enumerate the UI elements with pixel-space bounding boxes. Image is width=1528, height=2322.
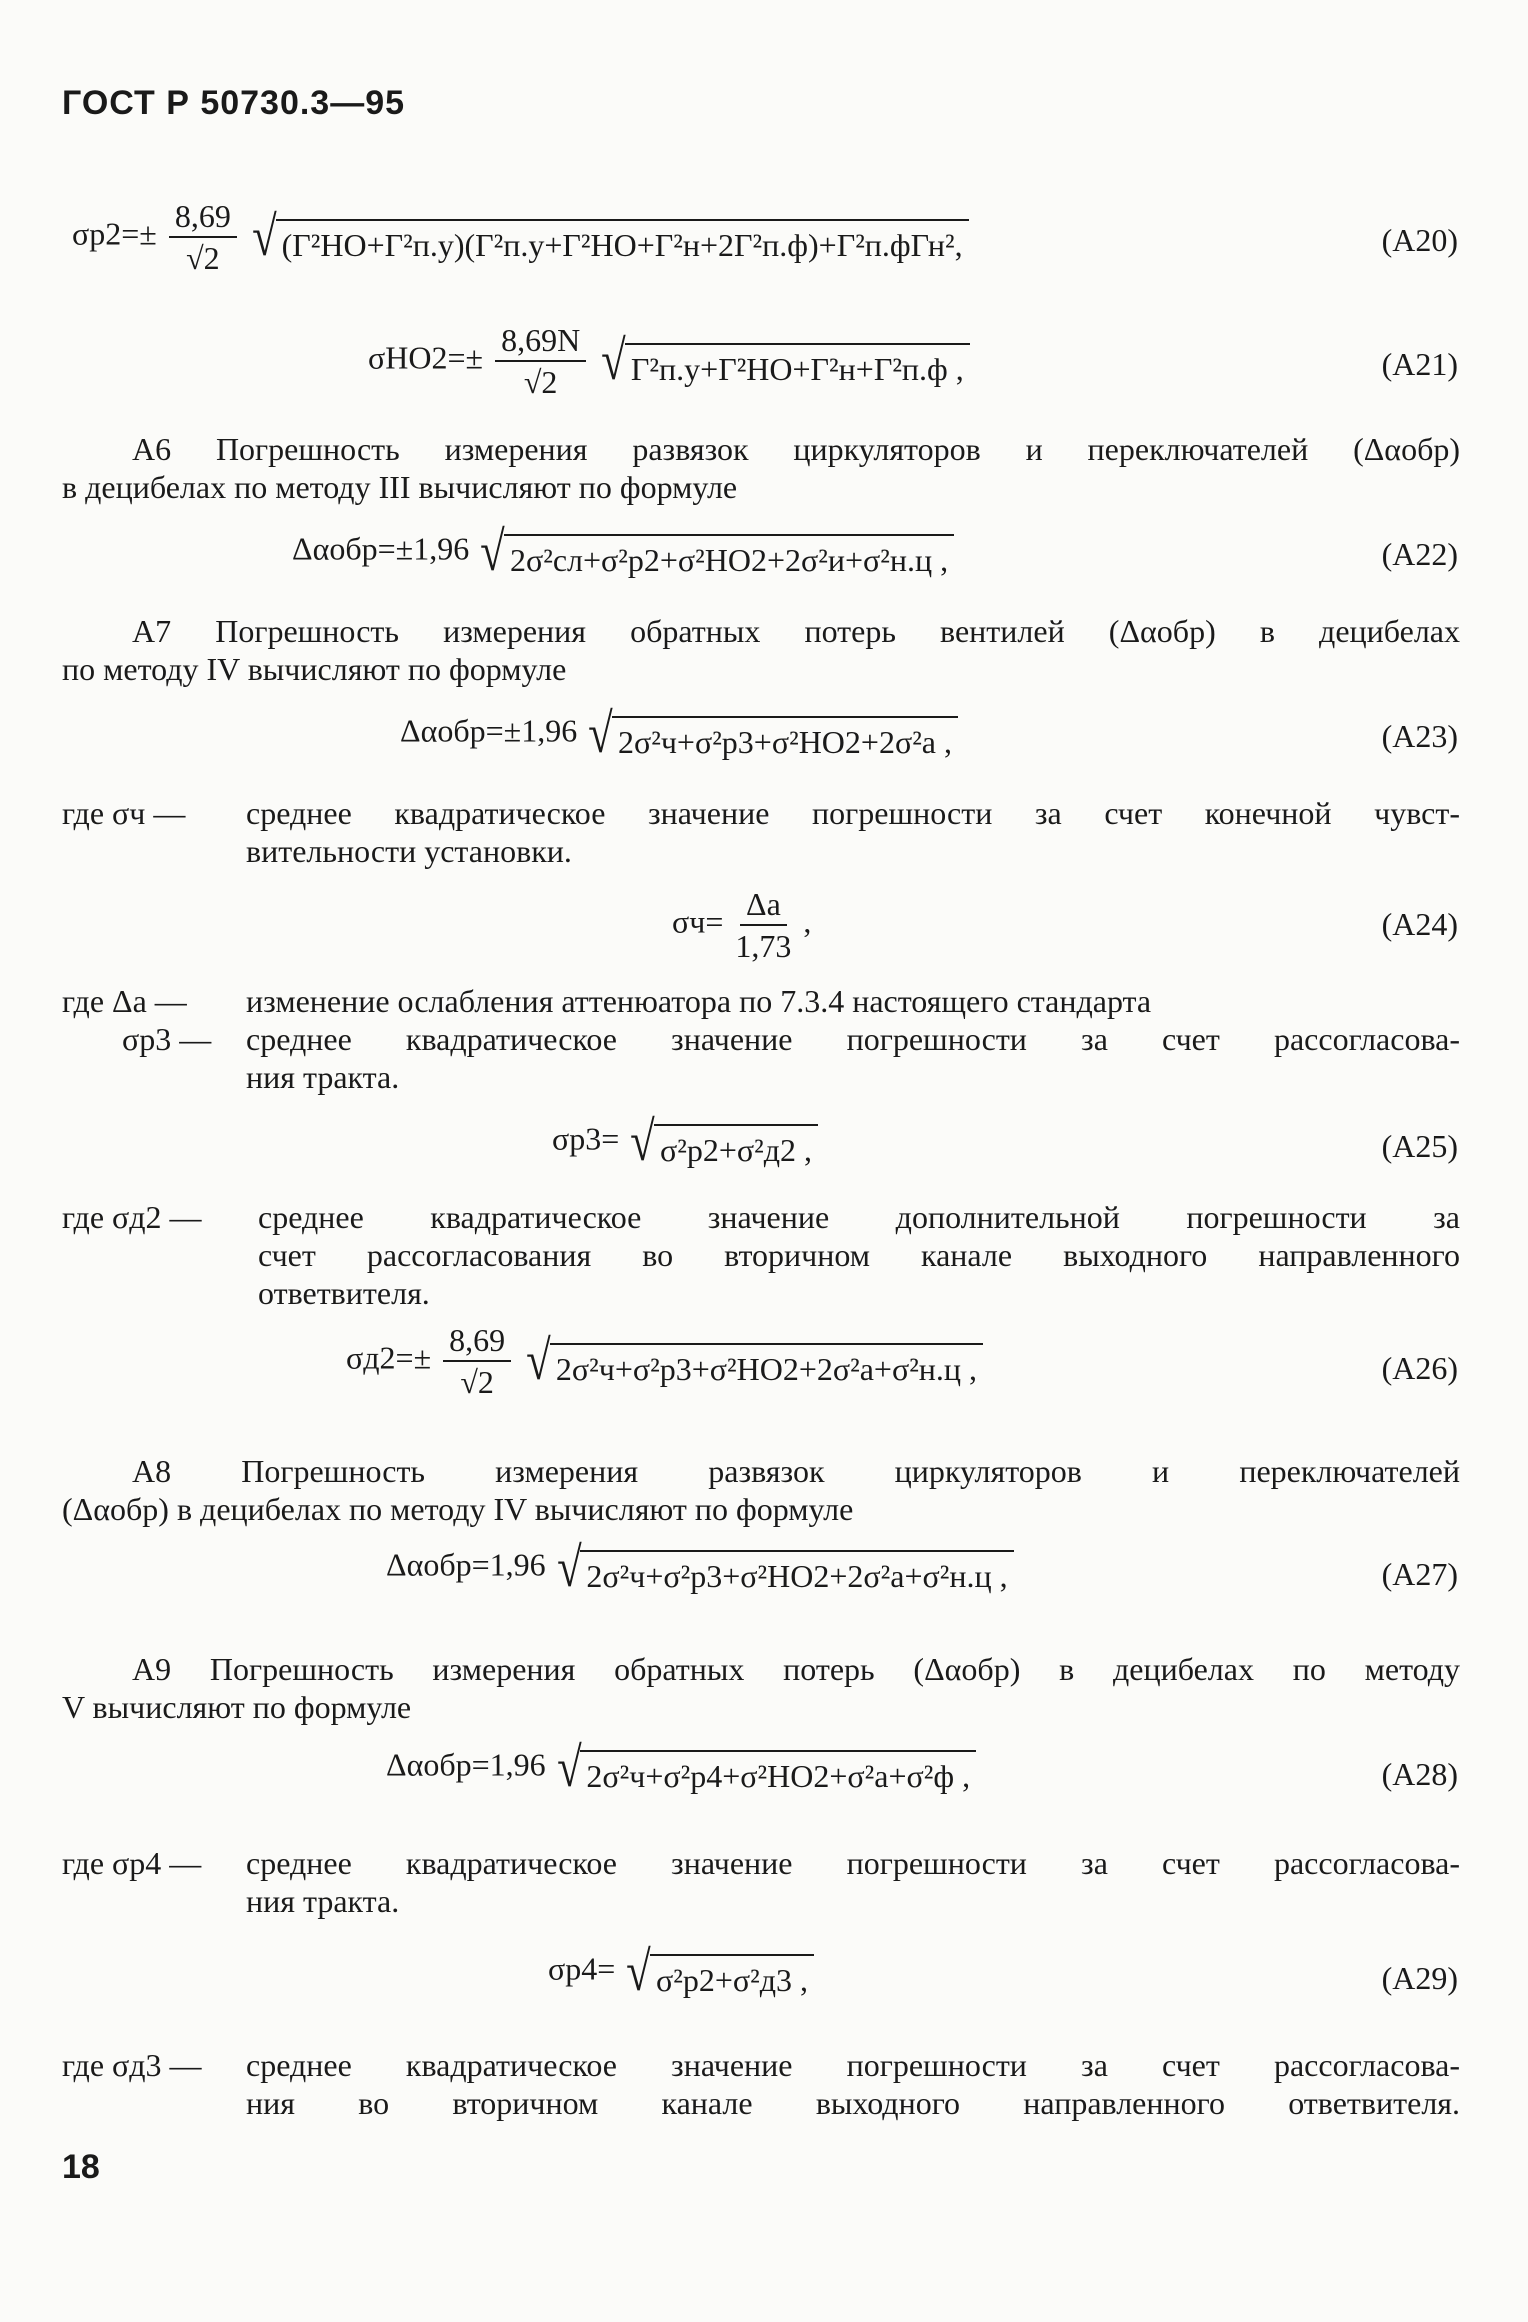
radical: √ 2σ²сл+σ²р2+σ²НО2+2σ²и+σ²н.ц , [477, 524, 954, 580]
radicand: 2σ²ч+σ²р3+σ²НО2+2σ²а+σ²н.ц , [580, 1550, 1013, 1596]
para-line: V вычисляют по формуле [62, 1689, 412, 1725]
where-line: счет рассогласования во вторичном канале выходного направленного [258, 1237, 1460, 1273]
radicand: 2σ²ч+σ²р4+σ²НО2+σ²а+σ²ф , [580, 1750, 976, 1796]
where-line: ответвителя. [258, 1275, 430, 1311]
where-line: среднее квадратическое значение погрешности за счет рассогласова- [246, 2047, 1460, 2083]
para-line: (Δαобр) в децибелах по методу IV вычисляют по формуле [62, 1491, 854, 1527]
where-label: σр3 — [122, 1021, 212, 1057]
equation-number-a25: (A25) [1381, 1128, 1458, 1164]
equation-a22 [292, 521, 954, 583]
eq-lhs: σд2=± [346, 1339, 432, 1376]
equation-number-a29: (A29) [1381, 1960, 1458, 1996]
paragraph-a8 [62, 1452, 1460, 1528]
equation-a25 [552, 1111, 818, 1173]
radical: √ 2σ²ч+σ²р3+σ²НО2+2σ²а+σ²н.ц , [523, 1333, 983, 1389]
eq-fraction [495, 320, 586, 402]
para-line: А9 Погрешность измерения обратных потерь (Δαобр) в децибелах по методу [132, 1651, 1460, 1687]
where-line: ния во вторичном канале выходного направленного ответвителя. [246, 2085, 1460, 2121]
equation-a23 [400, 703, 958, 765]
equation-a24 [672, 884, 811, 966]
eq-lhs: Δαобр=1,96 [386, 1546, 546, 1583]
where-label: где σч — [62, 795, 186, 831]
radical: √ (Г²НО+Г²п.у)(Г²п.у+Г²НО+Г²н+2Г²п.ф)+Г²п.фГн², [249, 209, 969, 265]
eq-fraction [169, 196, 237, 278]
eq-fraction [443, 1320, 511, 1402]
radicand: σ²р2+σ²д3 , [650, 1954, 814, 2000]
frac-den: 1,73 [735, 928, 792, 964]
equation-number-a26: (A26) [1381, 1350, 1458, 1386]
eq-lhs: Δαобр=1,96 [386, 1746, 546, 1783]
equation-number-a23: (A23) [1381, 718, 1458, 754]
eq-lhs: σр3= [552, 1120, 620, 1157]
where-label: где σд3 — [62, 2047, 202, 2083]
eq-lhs: Δαобр=±1,96 [292, 530, 470, 567]
page-number: 18 [62, 2148, 100, 2186]
equation-number-a20: (A20) [1381, 222, 1458, 258]
equation-a29 [548, 1941, 814, 2003]
frac-den: √2 [523, 364, 558, 400]
radicand: 2σ²сл+σ²р2+σ²НО2+2σ²и+σ²н.ц , [504, 534, 954, 580]
para-line: по методу IV вычисляют по формуле [62, 651, 567, 687]
radicand: (Г²НО+Г²п.у)(Г²п.у+Г²НО+Г²н+2Г²п.ф)+Г²п.фГн², [276, 219, 969, 265]
where-line: ния тракта. [246, 1059, 400, 1095]
where-line: изменение ослабления аттенюатора по 7.3.4 настоящего стандарта [246, 983, 1152, 1019]
frac-num: Δа [740, 884, 787, 926]
frac-num: 8,69 [443, 1320, 511, 1362]
where-label: где Δа — [62, 983, 187, 1019]
radical: √ 2σ²ч+σ²р4+σ²НО2+σ²а+σ²ф , [554, 1740, 976, 1796]
where-line: среднее квадратическое значение погрешности за счет рассогласова- [246, 1845, 1460, 1881]
para-line: в децибелах по методу III вычисляют по формуле [62, 469, 738, 505]
paragraph-a6 [62, 430, 1460, 506]
eq-lhs: Δαобр=±1,96 [400, 712, 578, 749]
para-line: А7 Погрешность измерения обратных потерь вентилей (Δαобр) в децибелах [132, 613, 1460, 649]
eq-fraction [735, 884, 791, 966]
para-line: А6 Погрешность измерения развязок циркуляторов и переключателей (Δαобр) [132, 431, 1460, 467]
radicand: Г²п.у+Г²НО+Г²н+Г²п.ф , [625, 343, 970, 389]
where-label: где σр4 — [62, 1845, 202, 1881]
eq-lhs: σНО2=± [368, 339, 484, 376]
where-line: ния тракта. [246, 1883, 400, 1919]
frac-num: 8,69N [495, 320, 586, 362]
equation-number-a27: (A27) [1381, 1556, 1458, 1592]
radicand: 2σ²ч+σ²р3+σ²НО2+2σ²а , [612, 716, 958, 762]
equation-number-a28: (A28) [1381, 1756, 1458, 1792]
equation-a21 [368, 320, 970, 402]
radical: √ Г²п.у+Г²НО+Г²н+Г²п.ф , [598, 333, 970, 389]
eq-lhs: σр4= [548, 1950, 616, 1987]
eq-tail: , [803, 903, 812, 940]
eq-lhs: σр2=± [72, 215, 157, 252]
frac-num: 8,69 [169, 196, 237, 238]
equation-a28 [386, 1737, 976, 1799]
where-line: среднее квадратическое значение погрешности за счет конечной чувст- [246, 795, 1460, 831]
equation-a27 [386, 1537, 1014, 1599]
frac-den: √2 [186, 240, 220, 276]
equation-number-a24: (A24) [1381, 906, 1458, 942]
document-header: ГОСТ Р 50730.3—95 [62, 84, 406, 122]
equation-a20 [72, 196, 969, 278]
paragraph-a7 [62, 612, 1460, 688]
radicand: σ²р2+σ²д2 , [654, 1124, 818, 1170]
where-line: вительности установки. [246, 833, 572, 869]
radical: √ 2σ²ч+σ²р3+σ²НО2+2σ²а+σ²н.ц , [554, 1540, 1014, 1596]
para-line: А8 Погрешность измерения развязок циркуляторов и переключателей [132, 1453, 1460, 1489]
equation-number-a21: (A21) [1381, 346, 1458, 382]
where-label: где σд2 — [62, 1199, 202, 1235]
where-line: среднее квадратическое значение дополнительной погрешности за [258, 1199, 1460, 1235]
paragraph-a9 [62, 1650, 1460, 1726]
radical: √ σ²р2+σ²д3 , [623, 1944, 814, 2000]
frac-den: √2 [460, 1364, 494, 1400]
eq-lhs: σч= [672, 903, 724, 940]
equation-number-a22: (A22) [1381, 536, 1458, 572]
where-line: среднее квадратическое значение погрешности за счет рассогласова- [246, 1021, 1460, 1057]
radicand: 2σ²ч+σ²р3+σ²НО2+2σ²а+σ²н.ц , [550, 1343, 983, 1389]
radical: √ 2σ²ч+σ²р3+σ²НО2+2σ²а , [585, 706, 958, 762]
equation-a26 [346, 1320, 983, 1402]
radical: √ σ²р2+σ²д2 , [627, 1114, 818, 1170]
